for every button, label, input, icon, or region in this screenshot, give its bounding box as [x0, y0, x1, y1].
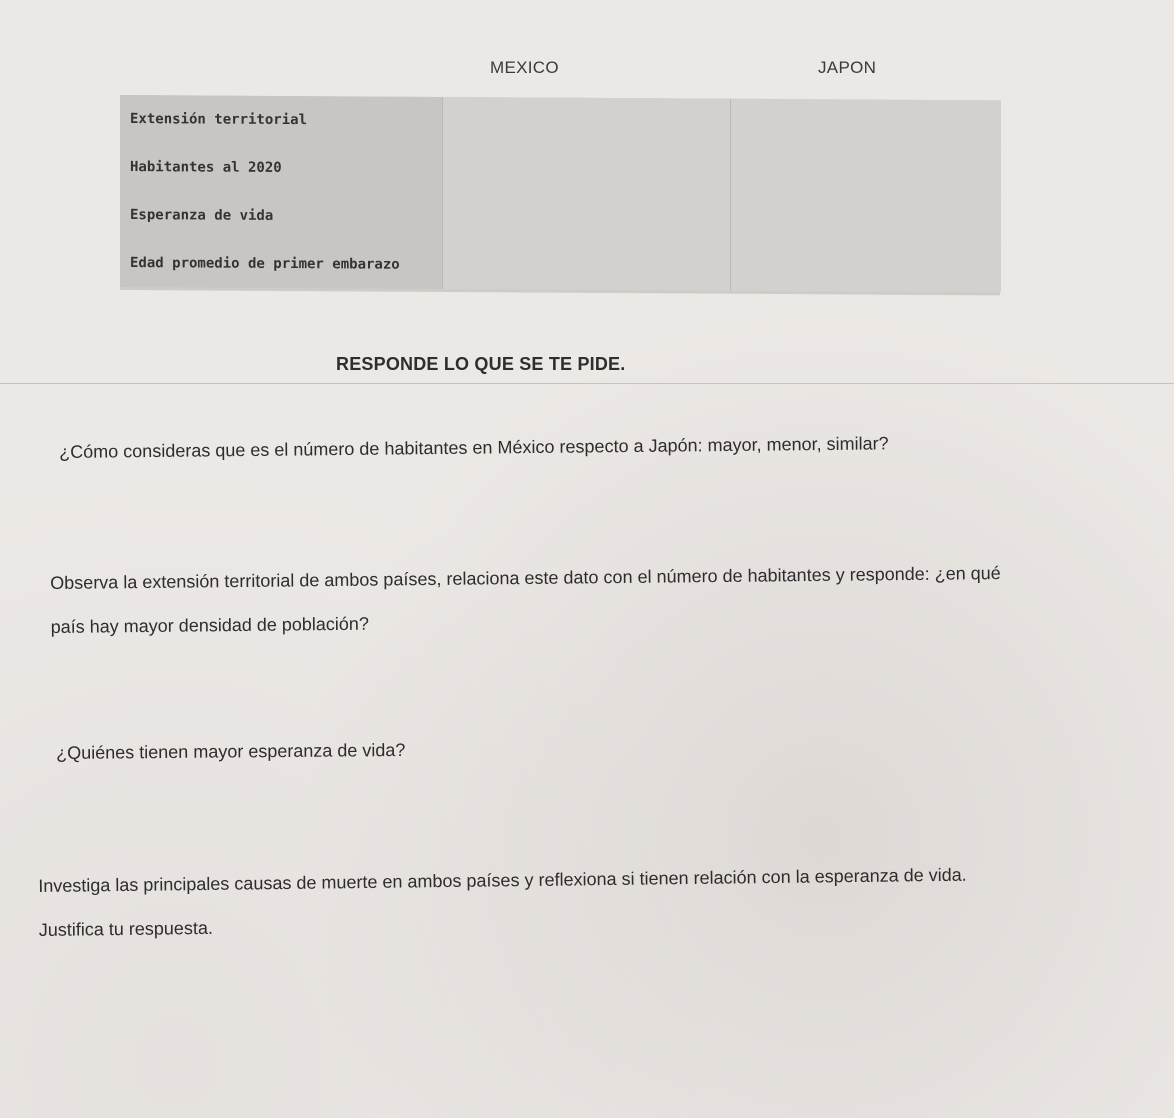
- cell-mexico[interactable]: [442, 193, 731, 243]
- cell-japon[interactable]: [730, 243, 1001, 293]
- table-row: [120, 191, 1000, 245]
- instructions-heading: RESPONDE LO QUE SE TE PIDE.: [336, 354, 626, 374]
- question-text: Observa la extensión territorial de ambos países, relaciona este dato con el número de habitantes y responde: ¿en qué: [50, 563, 1001, 593]
- question-population: [59, 421, 889, 474]
- question-life-expectancy: [56, 728, 406, 775]
- table-row: [120, 239, 1000, 292]
- question-causes-of-death: [38, 850, 1149, 952]
- question-text: Justifica tu respuesta.: [38, 917, 214, 940]
- cell-mexico[interactable]: [442, 145, 731, 195]
- cell-japon[interactable]: [730, 99, 1001, 149]
- column-header-japon: JAPON: [818, 58, 877, 77]
- comparison-table: [120, 95, 1000, 295]
- row-label: Edad promedio de primer embarazo: [120, 239, 442, 289]
- question-text: país hay mayor densidad de población?: [50, 613, 369, 637]
- cell-mexico[interactable]: [442, 241, 731, 291]
- row-label: Esperanza de vida: [120, 191, 442, 241]
- cell-mexico[interactable]: [442, 97, 731, 147]
- table-row: [120, 95, 1000, 149]
- row-label: Extensión territorial: [120, 95, 442, 145]
- cell-japon[interactable]: [730, 147, 1001, 197]
- row-label: Habitantes al 2020: [120, 143, 442, 193]
- cell-japon[interactable]: [730, 195, 1001, 245]
- question-text: ¿Cómo consideras que es el número de habitantes en México respecto a Japón: mayor, menor, similar?: [59, 433, 889, 462]
- question-text: ¿Quiénes tienen mayor esperanza de vida?: [56, 739, 406, 763]
- table-row: [120, 143, 1000, 197]
- question-density: [50, 549, 1151, 649]
- divider: [0, 383, 1174, 384]
- column-header-mexico: MEXICO: [490, 58, 559, 77]
- question-text: Investiga las principales causas de muerte en ambos países y reflexiona si tienen relación con la esperanza de vida.: [38, 864, 967, 896]
